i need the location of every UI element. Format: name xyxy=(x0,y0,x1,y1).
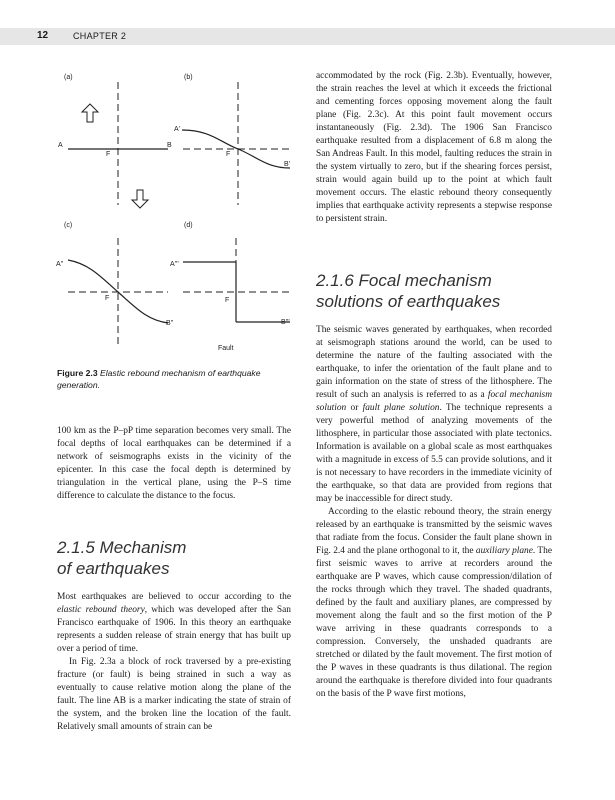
paragraph-fig-2-3a: In Fig. 2.3a a block of rock traversed by a pre-existing fracture (or fault) is being strained in such a way as eventually to cause relative motion along the plane of the fault. The line AB is a marker indicating the state of strain of the system, and the broken line the location of the fault. Relatively small amounts of strain can be xyxy=(57,657,291,732)
left-column-bottom xyxy=(57,591,291,734)
figure-elastic-rebound xyxy=(50,70,300,355)
section-heading-line-2: of earthquakes xyxy=(57,559,170,578)
paragraph-auxiliary-plane: According to the elastic rebound theory, the strain energy released by an earthquake is transmitted by the seismic waves that radiate from the focus. Consider the fault plane shown in Fig. 2.4 and the plane orthogonal to it, the auxiliary plane. The first seismic waves to arrive at recorders around the earthquake are P waves, which cause compression/dilation of the rocks through which they travel. The shaded quadrants, defined by the fault and auxiliary planes, are compressed by movement along the fault and so the first motion of the P wave arriving in these quadrants corresponds to a compression. Conversely, the unshaded quadrants are stretched or dilated by the fault movement. The first motion of the P waves in these quadrants is thus dilational. The region around the earthquake is therefore divided into four quadrants on the basis of the P wave first motions, xyxy=(316,507,552,699)
paragraph-elastic-rebound: Most earthquakes are believed to occur according to the elastic rebound theory, which was developed after the San Francisco earthquake of 1906. In this theory an earthquake represents a sudden release of strain energy that has built up over a period of time. xyxy=(57,592,291,654)
right-column-bottom xyxy=(316,324,552,701)
point-label-d-B: B''' xyxy=(281,319,290,326)
up-arrow-icon xyxy=(82,104,98,122)
paragraph-focal-mechanism: The seismic waves generated by earthquakes, when recorded at seismograph stations around the world, can be used to determine the nature of the faulting associated with the earthquake, to infer the orientation of the fault plane and to gain information on the state of stress of the lithosphere. The result of such an analysis is referred to as a focal mechanism solution or fault plane solution. The technique represents a very powerful method of analyzing movements of the lithosphere, in particular those associated with plate tectonics. Information is available on a global scale as most earthquakes with a magnitude in excess of 5.5 can provide solutions, and it is not necessary to have recorders in the immediate vicinity of the earthquake, so that data are provided from regions that may be inaccessible for direct study. xyxy=(316,325,552,504)
point-label-a-A: A xyxy=(58,142,63,149)
section-heading-2-1-6 xyxy=(316,270,500,312)
point-label-d-F: F xyxy=(225,297,230,304)
point-label-c-B: B'' xyxy=(166,320,174,327)
page-number: 12 xyxy=(37,30,49,41)
point-label-c-F: F xyxy=(105,295,110,302)
panel-label-c: (c) xyxy=(64,222,73,229)
paragraph-focal-depth: 100 km as the P–pP time separation becomes very small. The focal depths of local earthquakes can be determined if a network of seismographs exists in the vicinity of the epicenter. In this case the focal depth is determined by triangulation in the vertical plane, using the P–S time difference to calculate the distance to the focus. xyxy=(57,426,291,501)
section-heading-2-1-5 xyxy=(57,537,186,579)
point-label-b-B: B' xyxy=(284,161,291,168)
panel-label-d: (d) xyxy=(184,222,193,229)
paragraph-strain-accommodation: accommodated by the rock (Fig. 2.3b). Eventually, however, the strain reaches the level at which it exceeds the frictional and cementing forces opposing movement along the fault plane (Fig. 2.3c). At this point fault movement occurs instantaneously (Fig. 2.3d). The 1906 San Francisco earthquake resulted from a displacement of 6.8 m along the San Andreas Fault. In this model, faulting reduces the strain in the system virtually to zero, but if the shearing forces persist, strain would again build up to the point at which fault movement occurs. The elastic rebound theory consequently implies that earthquake activity represents a stepwise response to persistent strain. xyxy=(316,71,552,224)
point-label-c-A: A'' xyxy=(56,261,64,268)
point-label-b-F: F xyxy=(226,151,231,158)
panel-label-b: (b) xyxy=(184,74,193,81)
point-label-a-F: F xyxy=(106,151,111,158)
point-label-b-A: A' xyxy=(174,126,181,133)
right-column-top xyxy=(316,70,552,226)
point-label-a-B: B xyxy=(167,142,172,149)
section-heading-line-1: 2.1.6 Focal mechanism xyxy=(316,271,492,290)
panel-label-a: (a) xyxy=(64,74,73,81)
fault-label: Fault xyxy=(218,345,234,352)
down-arrow-icon xyxy=(132,190,148,208)
section-heading-line-2: solutions of earthquakes xyxy=(316,292,501,311)
caption-text: Elastic rebound mechanism of earthquake generation. xyxy=(57,368,261,390)
caption-label: Figure 2.3 xyxy=(57,368,98,378)
running-head-chapter: CHAPTER 2 xyxy=(73,31,127,41)
point-label-d-A: A''' xyxy=(170,261,179,268)
section-heading-line-1: 2.1.5 Mechanism xyxy=(57,538,187,557)
figure-caption xyxy=(57,367,291,391)
left-column-top xyxy=(57,425,291,503)
